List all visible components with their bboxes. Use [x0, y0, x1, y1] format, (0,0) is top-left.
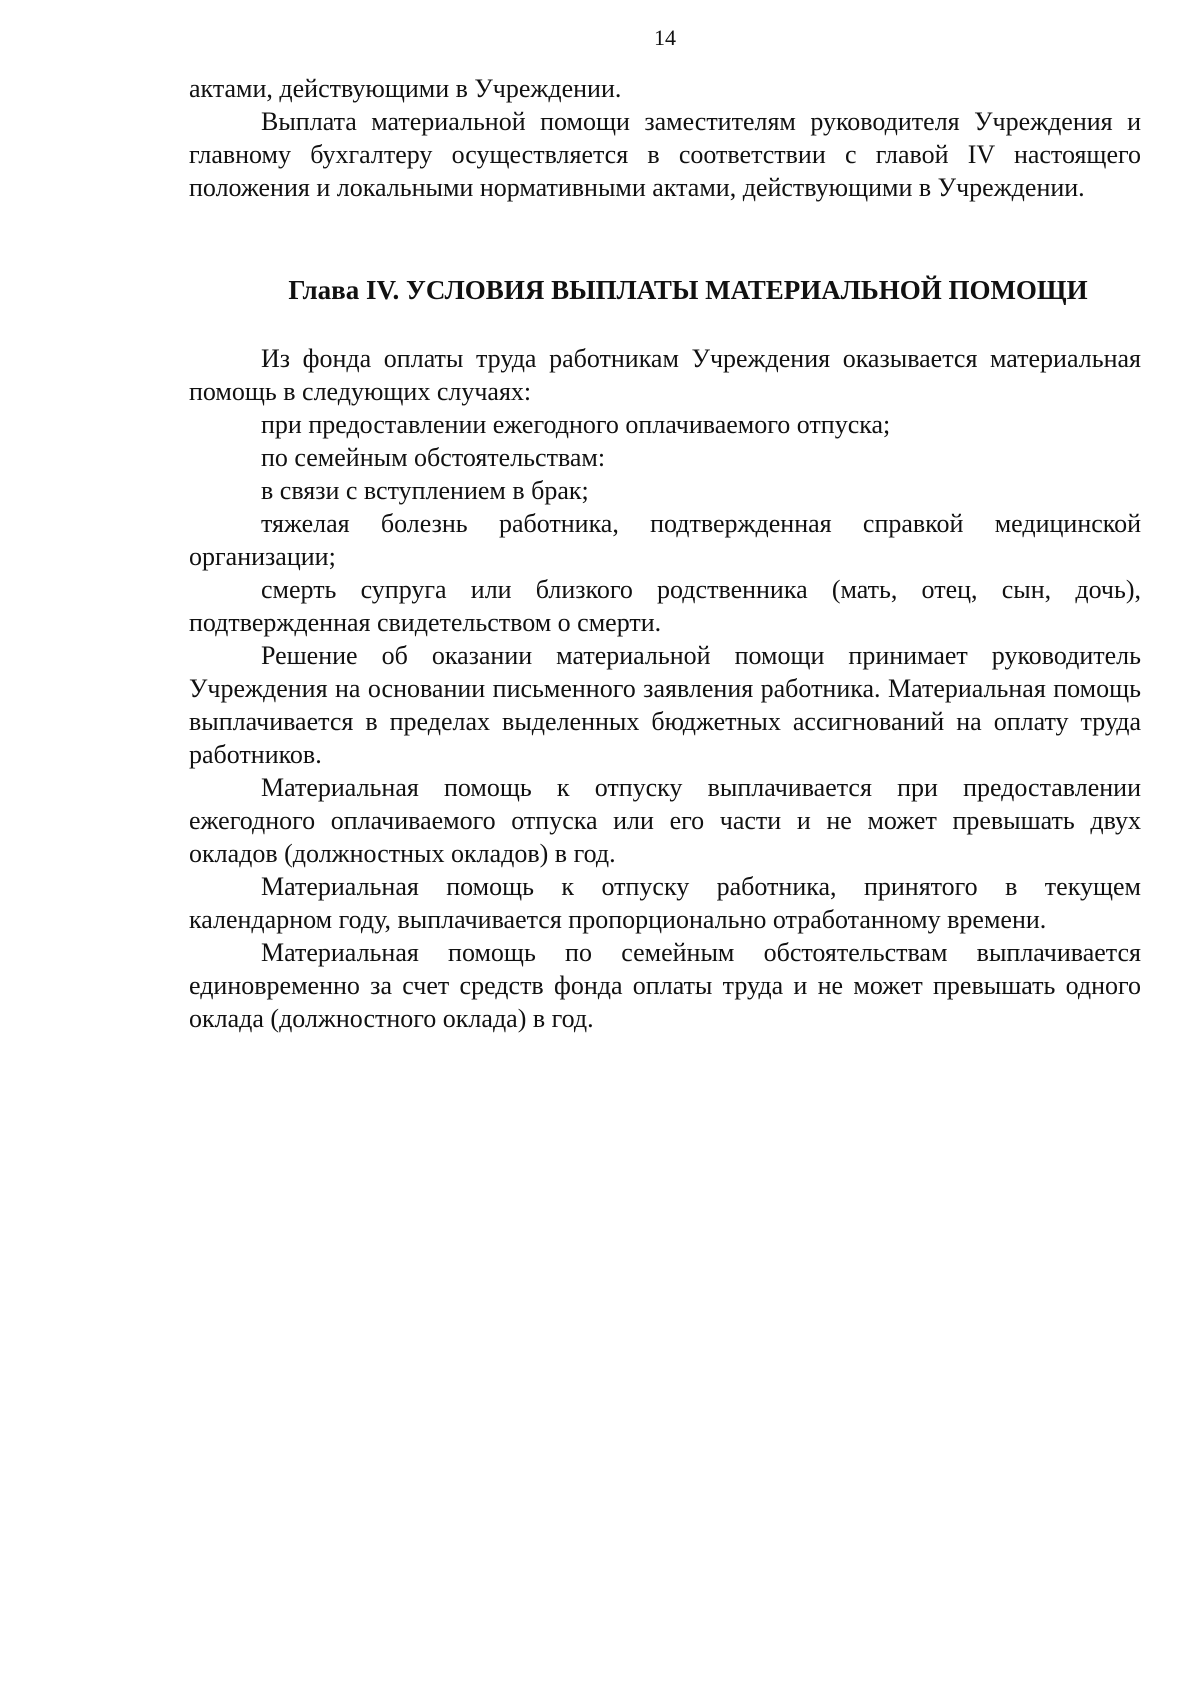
page-number: 14 — [654, 25, 676, 50]
list-item-marriage: в связи с вступлением в брак; — [261, 476, 589, 505]
intro-paragraph-continuation: актами, действующими в Учреждении. — [189, 74, 622, 103]
chapter-title: Глава IV. УСЛОВИЯ ВЫПЛАТЫ МАТЕРИАЛЬНОЙ ПОМОЩИ — [288, 275, 1088, 305]
body-paragraph-decision: Решение об оказании материальной помощи принимает руководитель Учреждения на основании письменного заявления работника. Материальная помощь выплачивается в пределах выделенных бюджетных ассигнований на оплату труда работников. — [189, 641, 1141, 769]
list-item-vacation: при предоставлении ежегодного оплачиваемого отпуска; — [261, 410, 891, 439]
chapter-body — [189, 342, 1141, 1035]
body-paragraph-family-aid: Материальная помощь по семейным обстоятельствам выплачивается единовременно за счет средств фонда оплаты труда и не может превышать одного оклада (должностного оклада) в год. — [189, 938, 1141, 1033]
body-paragraph-vacation-aid: Материальная помощь к отпуску выплачивается при предоставлении ежегодного оплачиваемого отпуска или его части и не может превышать двух окладов (должностных окладов) в год. — [189, 773, 1141, 868]
intro-section — [189, 72, 1141, 204]
body-paragraph-intro: Из фонда оплаты труда работникам Учреждения оказывается материальная помощь в следующих случаях: — [189, 344, 1141, 406]
body-paragraph-proportional: Материальная помощь к отпуску работника, принятого в текущем календарном году, выплачивается пропорционально отработанному времени. — [189, 872, 1141, 934]
intro-paragraph-deputies: Выплата материальной помощи заместителям руководителя Учреждения и главному бухгалтеру осуществляется в соответствии с главой IV настоящего положения и локальными нормативными актами, действующими в Учреждении. — [189, 107, 1141, 202]
list-item-family: по семейным обстоятельствам: — [261, 443, 606, 472]
list-item-illness: тяжелая болезнь работника, подтвержденная справкой медицинской организации; — [189, 509, 1141, 571]
list-item-death: смерть супруга или близкого родственника (мать, отец, сын, дочь), подтвержденная свидетельством о смерти. — [189, 575, 1141, 637]
